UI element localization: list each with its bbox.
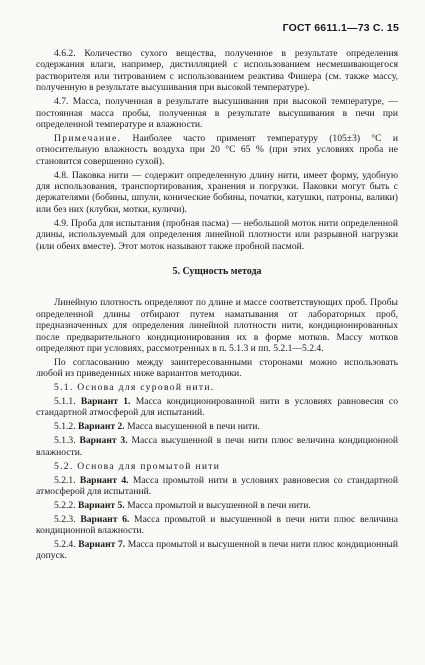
item-number: 5.1.1. xyxy=(54,396,81,408)
note-text: Наиболее часто применят температуру (105±3) °С и относительную влажность воздуха при 20 °С 65 % (при этих условиях проба не становится совершенно сухой). xyxy=(36,132,398,167)
variant-label: Вариант 7. xyxy=(78,539,126,551)
item-5-1-3 xyxy=(36,435,398,458)
variant-label: Вариант 5. xyxy=(77,499,125,511)
item-5-2-1 xyxy=(36,475,398,498)
item-text: Масса кондиционированной нити в условиях равновесия со стандартной атмосферой для испытаний. xyxy=(36,396,398,419)
variant-label: Вариант 3. xyxy=(79,435,128,447)
item-number: 5.2.4. xyxy=(54,539,79,551)
document-body xyxy=(36,48,398,564)
note-paragraph xyxy=(36,133,398,167)
item-text: Масса промытой и высушенной в печи нити плюс величина кондиционной влажности. xyxy=(36,513,398,537)
variant-label: Вариант 1. xyxy=(80,396,131,408)
subsection-5-1: 5.1. Основа для суровой нити. xyxy=(54,382,215,394)
paragraph-4-6-2: 4.6.2. Количество сухого вещества, полученное в результате определения содержания влаги, например, дистилляцией с использованием несмешивающегося растворителя или титрованием с использованием реактива Фишера (см. также массу, полученную в результате высушивания при высокой температуре). xyxy=(36,48,398,94)
item-5-2-4 xyxy=(36,539,398,562)
item-text: Масса высушенной в печи нити плюс величина кондиционной влажности. xyxy=(36,435,399,458)
item-5-2-3 xyxy=(36,514,398,537)
note-label: Примечание. xyxy=(54,132,122,144)
paragraph-4-7: 4.7. Масса, полученная в результате высушивания при высокой температуре, — постоянная масса пробы, полученная в результате высушивания в печи при определенной температуре и влажности. xyxy=(36,96,398,130)
page-header: ГОСТ 6611.1—73 С. 15 xyxy=(282,22,399,34)
item-number: 5.2.1. xyxy=(54,474,80,486)
item-number: 5.2.3. xyxy=(54,513,81,525)
item-5-1-1 xyxy=(36,396,398,419)
item-number: 5.1.2. xyxy=(54,421,78,433)
paragraph-4-9: 4.9. Проба для испытания (пробная пасма) — небольшой моток нити определенной длины, используемый для определения линейной плотности или разрывной нагрузки (или обеих вместе). Этот моток называют также пробной пасмой. xyxy=(36,217,398,252)
item-text: Масса промытой нити в условиях равновесия со стандартной атмосферой для испытаний. xyxy=(36,474,398,497)
item-5-1-2 xyxy=(36,421,398,432)
item-5-2-2 xyxy=(36,500,398,511)
variant-label: Вариант 2. xyxy=(77,421,125,433)
section-title: 5. Сущность метода xyxy=(172,265,262,277)
item-text: Масса промытой и высушенной в печи нити. xyxy=(124,499,311,511)
item-text: Масса высушенной в печи нити. xyxy=(124,421,260,433)
variant-label: Вариант 6. xyxy=(80,513,130,525)
intro-paragraph-1: Линейную плотность определяют по длине и массе соответствующих проб. Пробы определенной длины отбирают путем наматывания от лабораторных проб, предназначенных для определения линейной плотности нити, кондиционированных после предварительного кондиционирования их в форме мотков. Массу мотков определяют при условиях, рассмотренных в п. 5.1.3 и пп. 5.2.1—5.2.4. xyxy=(36,297,398,354)
item-number: 5.2.2. xyxy=(54,499,78,511)
paragraph-4-8: 4.8. Паковка нити — содержит определенную длину нити, имеет форму, удобную для использования, транспортирования, хранения и погрузки. Паковки могут быть с держателями (бобины, шпули, конические бобины, початки, катушки, патроны, валики) или без них (клубки, мотки, куличи). xyxy=(36,169,398,215)
intro-paragraph-2: По согласованию между заинтересованными сторонами можно использовать любой из приведенных ниже вариантов методики. xyxy=(36,356,398,380)
item-number: 5.1.3. xyxy=(54,435,80,447)
item-text: Масса промытой и высушенной в печи нити плюс кондиционный допуск. xyxy=(36,539,398,562)
subsection-5-2: 5.2. Основа для промытой нити xyxy=(54,460,221,472)
variant-label: Вариант 4. xyxy=(79,474,129,486)
